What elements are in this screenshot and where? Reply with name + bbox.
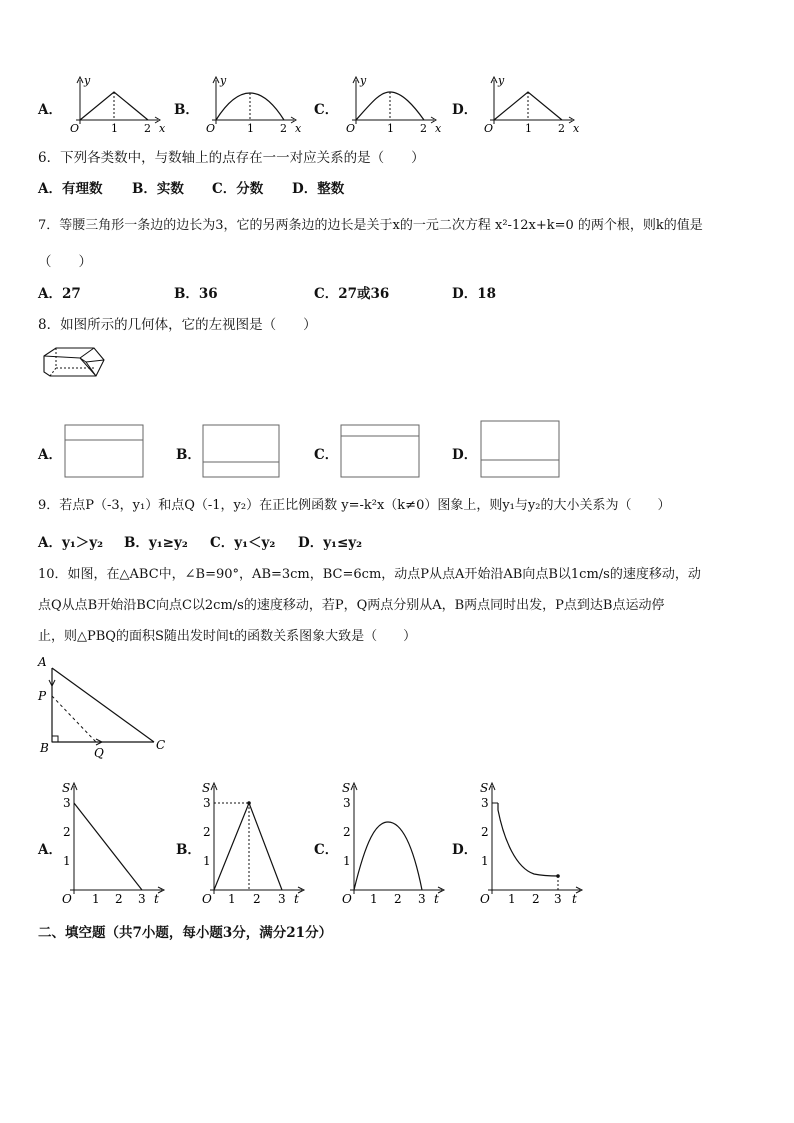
q5-option-c-label: C． [314, 102, 339, 118]
q9-option-a: A．y₁＞y₂ [38, 535, 103, 551]
q10-option-a-label: A． [38, 842, 62, 858]
q8-option-a-label: A． [38, 447, 62, 463]
tick-1: 1 [387, 122, 394, 135]
t-tick-2: 2 [532, 892, 540, 906]
q5-graph-c [338, 72, 448, 136]
s-tick-1: 1 [203, 854, 211, 868]
q10-graph-a [58, 780, 168, 905]
s-tick-3: 3 [481, 796, 489, 810]
s-axis-label: S [62, 781, 71, 795]
q8-option-c-label: C． [314, 447, 339, 463]
origin-label: O [480, 892, 490, 906]
q8-view-c [340, 424, 422, 480]
t-tick-2: 2 [394, 892, 402, 906]
q5-option-a-label: A． [38, 102, 62, 118]
t-tick-3: 3 [418, 892, 426, 906]
s-tick-3: 3 [203, 796, 211, 810]
s-axis-label: S [342, 781, 351, 795]
q10-graph-b [198, 780, 308, 905]
q7-option-c: C．27或36 [314, 286, 390, 302]
t-tick-1: 1 [370, 892, 378, 906]
vertex-b-label: B [40, 741, 49, 755]
s-tick-1: 1 [481, 854, 489, 868]
section-2-title: 二、填空题（共7小题，每小题3分，满分21分） [38, 925, 333, 941]
q10-graph-d [476, 780, 586, 905]
y-axis-label: y [84, 74, 91, 87]
tick-2: 2 [144, 122, 151, 135]
q9-stem: 9．若点P（-3，y₁）和点Q（-1，y₂）在正比例函数 y=-k²x（k≠0）图象上，则y₁与y₂的大小关系为（ ） [38, 498, 671, 513]
q10-option-d-label: D． [452, 842, 478, 858]
t-tick-1: 1 [228, 892, 236, 906]
q8-option-b-label: B． [176, 447, 201, 463]
point-q-label: Q [94, 746, 104, 760]
q7-option-d: D．18 [452, 286, 496, 302]
q8-stem: 8．如图所示的几何体，它的左视图是（ ） [38, 317, 317, 333]
q8-view-d [480, 420, 562, 480]
origin-label: O [346, 122, 356, 135]
q10-stem-line-1: 10．如图，在△ABC中，∠B=90°，AB=3cm，BC=6cm，动点P从点A开始沿AB向点B以1cm/s的速度移动，动 [38, 567, 701, 582]
q10-stem-line-3: 止，则△PBQ的面积S随出发时间t的函数关系图象大致是（ ） [38, 629, 417, 644]
s-tick-2: 2 [203, 825, 211, 839]
x-axis-label: x [435, 122, 442, 135]
s-tick-2: 2 [343, 825, 351, 839]
origin-label: O [206, 122, 216, 135]
s-tick-2: 2 [481, 825, 489, 839]
q9-option-d: D．y₁≤y₂ [298, 535, 363, 551]
y-axis-label: y [360, 74, 367, 87]
q5-options [38, 72, 598, 142]
s-axis-label: S [202, 781, 211, 795]
s-tick-2: 2 [63, 825, 71, 839]
x-axis-label: x [295, 122, 302, 135]
q5-graph-a [62, 72, 172, 136]
q7-option-a: A．27 [38, 286, 81, 302]
q8-view-b [202, 424, 284, 480]
origin-label: O [342, 892, 352, 906]
t-axis-label: t [434, 892, 439, 906]
q10-stem-line-2: 点Q从点B开始沿BC向点C以2cm/s的速度移动，若P，Q两点分别从A，B两点同时出发，P点到达B点运动停 [38, 598, 665, 613]
t-axis-label: t [572, 892, 577, 906]
q7-option-b: B．36 [174, 286, 218, 302]
x-axis-label: x [159, 122, 166, 135]
tick-1: 1 [111, 122, 118, 135]
origin-label: O [62, 892, 72, 906]
t-tick-2: 2 [115, 892, 123, 906]
t-tick-3: 3 [278, 892, 286, 906]
q9-option-c: C．y₁＜y₂ [210, 535, 276, 551]
q5-graph-d [476, 72, 586, 136]
tick-2: 2 [280, 122, 287, 135]
vertex-a-label: A [38, 655, 47, 669]
q8-solid-figure [40, 346, 110, 380]
q8-view-a [64, 424, 146, 480]
y-axis-label: y [220, 74, 227, 87]
q6-option-b: B．实数 [132, 181, 184, 197]
q10-triangle-figure [36, 654, 176, 760]
t-tick-3: 3 [138, 892, 146, 906]
t-axis-label: t [294, 892, 299, 906]
s-tick-1: 1 [343, 854, 351, 868]
t-tick-1: 1 [508, 892, 516, 906]
tick-1: 1 [525, 122, 532, 135]
q7-paren: （ ） [38, 254, 92, 270]
q8-option-d-label: D． [452, 447, 478, 463]
t-tick-2: 2 [253, 892, 261, 906]
x-axis-label: x [573, 122, 580, 135]
t-tick-1: 1 [92, 892, 100, 906]
q6-option-c: C．分数 [212, 181, 264, 197]
t-tick-3: 3 [554, 892, 562, 906]
point-p-label: P [38, 689, 47, 703]
tick-1: 1 [247, 122, 254, 135]
t-axis-label: t [154, 892, 159, 906]
q5-option-b-label: B． [174, 102, 199, 118]
q10-graph-c [338, 780, 448, 905]
q10-option-b-label: B． [176, 842, 201, 858]
q10-option-c-label: C． [314, 842, 339, 858]
q9-option-b: B．y₁≥y₂ [124, 535, 188, 551]
s-tick-1: 1 [63, 854, 71, 868]
q5-option-d-label: D． [452, 102, 478, 118]
s-tick-3: 3 [343, 796, 351, 810]
origin-label: O [484, 122, 494, 135]
origin-label: O [70, 122, 80, 135]
tick-2: 2 [420, 122, 427, 135]
q6-option-a: A．有理数 [38, 181, 103, 197]
q6-option-d: D．整数 [292, 181, 345, 197]
s-tick-3: 3 [63, 796, 71, 810]
s-axis-label: S [480, 781, 489, 795]
y-axis-label: y [498, 74, 505, 87]
q7-stem: 7．等腰三角形一条边的边长为3，它的另两条边的边长是关于x的一元二次方程 x²-12x+k=0 的两个根，则k的值是 [38, 218, 703, 233]
vertex-c-label: C [156, 738, 166, 752]
q5-graph-b [198, 72, 308, 136]
origin-label: O [202, 892, 212, 906]
tick-2: 2 [558, 122, 565, 135]
q6-stem: 6．下列各类数中，与数轴上的点存在一一对应关系的是（ ） [38, 150, 425, 166]
